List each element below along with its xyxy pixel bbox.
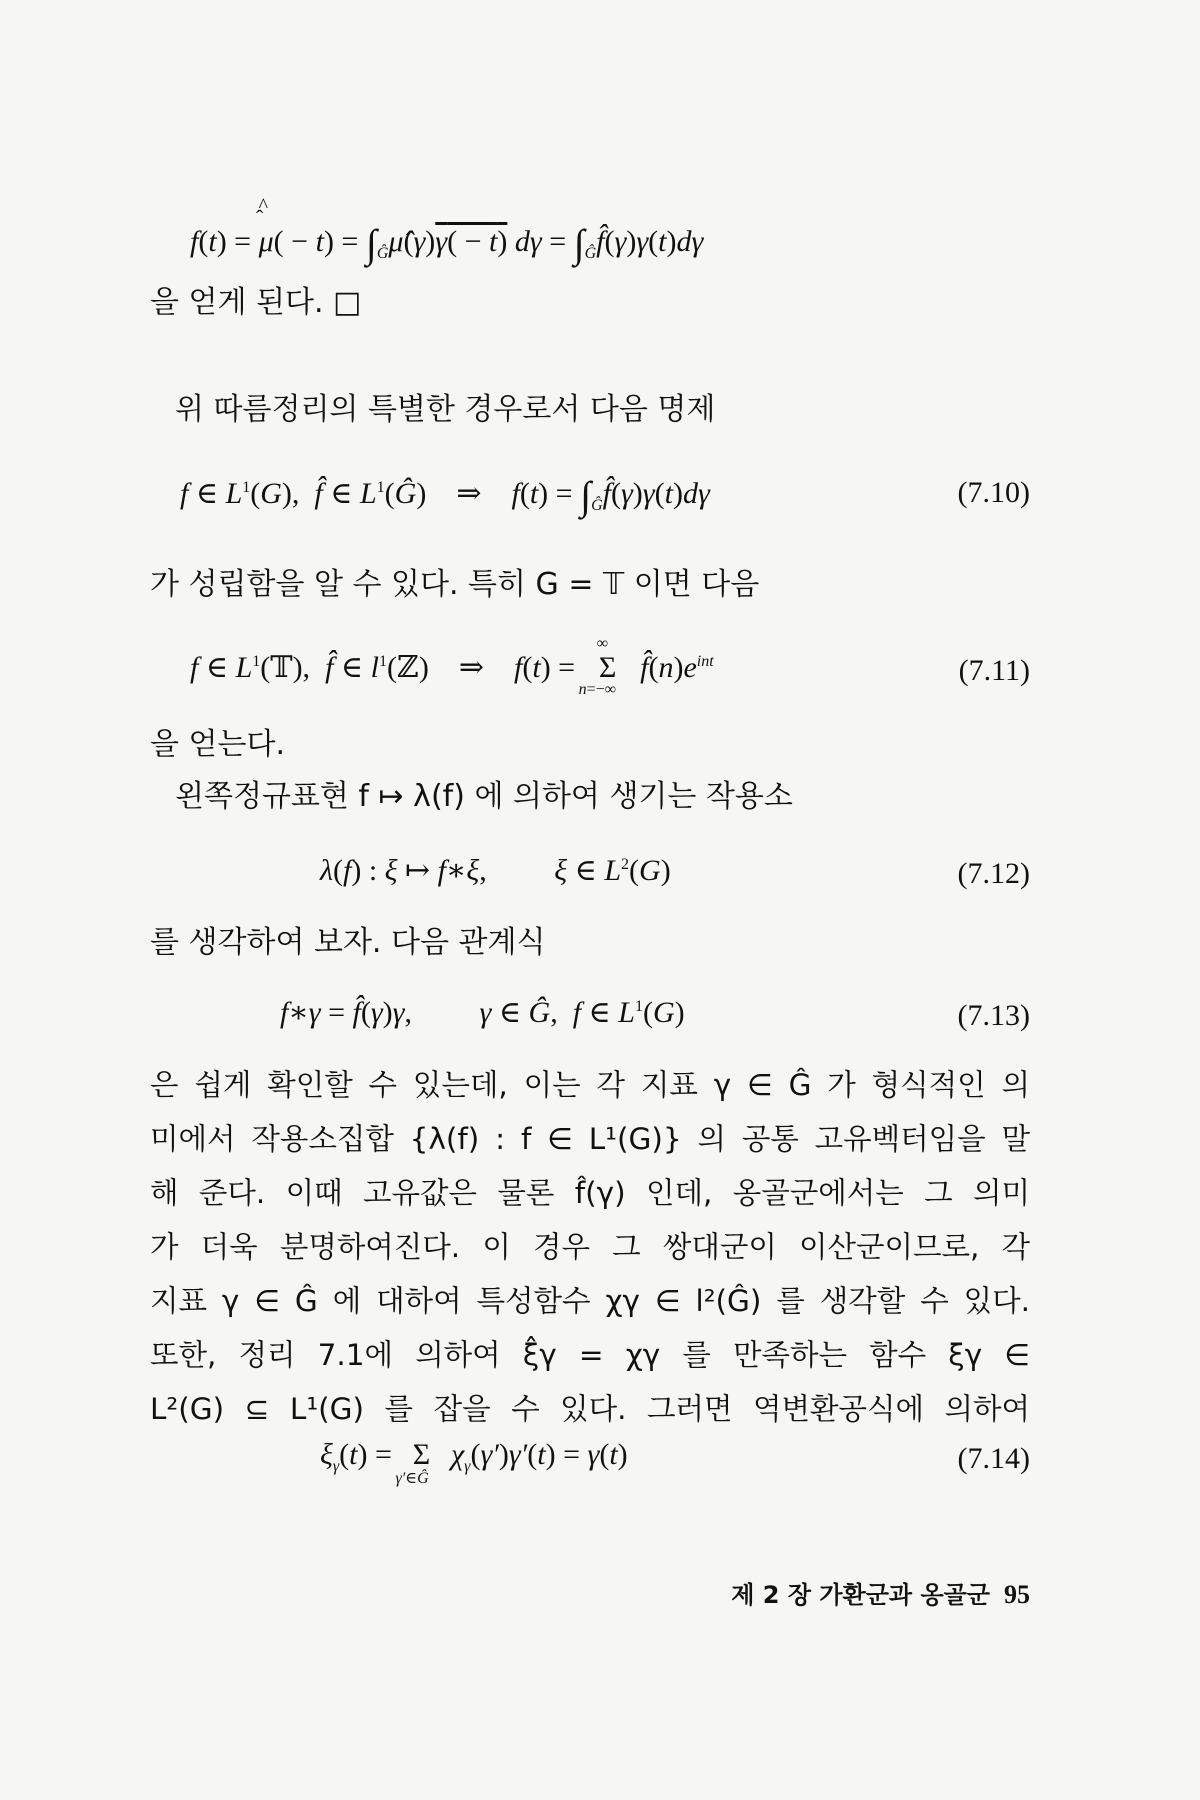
paragraph-line: 지표 γ ∈ Ĝ 에 대하여 특성함수 χγ ∈ l²(Ĝ) 를 생각할 수 있다. [150,1284,1030,1318]
equation-formula: f∗γ = f̂(γ)γ, γ ∈ Ĝ, f ∈ $L^1(G)$ [280,996,685,1029]
equation-display [150,843,1030,913]
paragraph-line: 은 쉽게 확인할 수 있는데, 이는 각 지표 γ ∈ Ĝ 가 형식적인 의 [150,1068,1030,1102]
text-line-content: 위 따름정리의 특별한 경우로서 다음 명제 [175,392,716,427]
equation-formula: $\xi_\gamma(t) = \Sigma$ γ′∈Ĝ $\chi_\gamma(\gamma')\gamma'(t) = \gamma(t)$ [320,1438,628,1487]
equation-display [150,462,1030,532]
equation-number: (7.10) [957,476,1030,509]
equation-number: (7.14) [957,1442,1030,1475]
text-line-content: 을 얻는다. [150,727,285,762]
running-footer [731,1575,1030,1610]
paragraph-line: 해 준다. 이때 고유값은 물론 f̂(γ) 인데, 옹골군에서는 그 의미 [150,1176,1030,1210]
equation-display [150,195,1030,280]
paragraph-line: 또한, 정리 7.1에 의하여 ξ̂γ = χγ 를 만족하는 함수 ξγ ∈ [150,1338,1030,1372]
equation-display [150,1428,1030,1498]
equation-formula: f(t) = μ ^ ( − $t) = \int_Ĝ\mû(\gamma)\gamma( - t) d\gamma$ = $\int_Ĝf̂(\gamma)\gamma(t)d\gamma$ [190,195,704,266]
text-line [175,772,1055,822]
text-line [150,278,1030,328]
equation-formula: λ(f) : ξ ↦ f∗ξ, ξ ∈ $L^2(G)$ [320,854,671,887]
text-line [150,720,1030,770]
equation-formula: f ∈ $L^1(𝕋)$, f̂ ∈ $l^1(ℤ)$ ⇒ f(t) = ∞ Σ n=−∞ $f̂(n)e^{int}$ [190,635,714,698]
text-line-content: 를 생각하여 보자. 다음 관계식 [150,925,546,960]
equation-number: (7.11) [958,654,1030,687]
text-line [175,385,1055,435]
text-line-content: 을 얻게 된다. □ [150,285,362,320]
text-line [150,560,1030,610]
text-line [150,918,1030,968]
running-head: 제 2 장 가환군과 옹골군 [731,1581,990,1609]
page-number: 95 [1004,1580,1030,1609]
paragraph-line: 가 더욱 분명하여진다. 이 경우 그 쌍대군이 이산군이므로, 각 [150,1230,1030,1264]
equation-number: (7.12) [957,857,1030,890]
paragraph [150,1058,1030,1436]
paragraph-line: 미에서 작용소집합 {λ(f) : f ∈ L¹(G)} 의 공통 고유벡터임을 말 [150,1122,1030,1156]
equation-display [150,635,1030,710]
equation-number: (7.13) [957,999,1030,1032]
paragraph-line: L²(G) ⊆ L¹(G) 를 잡을 수 있다. 그러면 역변환공식에 의하여 [150,1392,1030,1426]
text-line-content: 가 성립함을 알 수 있다. 특히 G = 𝕋 이면 다음 [150,567,760,602]
text-line-content: 왼쪽정규표현 f ↦ λ(f) 에 의하여 생기는 작용소 [175,779,793,814]
equation-display [150,985,1030,1055]
equation-formula: f ∈ $L^1(G)$, f̂ ∈ $L^1(Ĝ)$ ⇒ $f(t) = \int_Ĝf̂(\gamma)\gamma(t)d\gamma$ [180,473,710,518]
